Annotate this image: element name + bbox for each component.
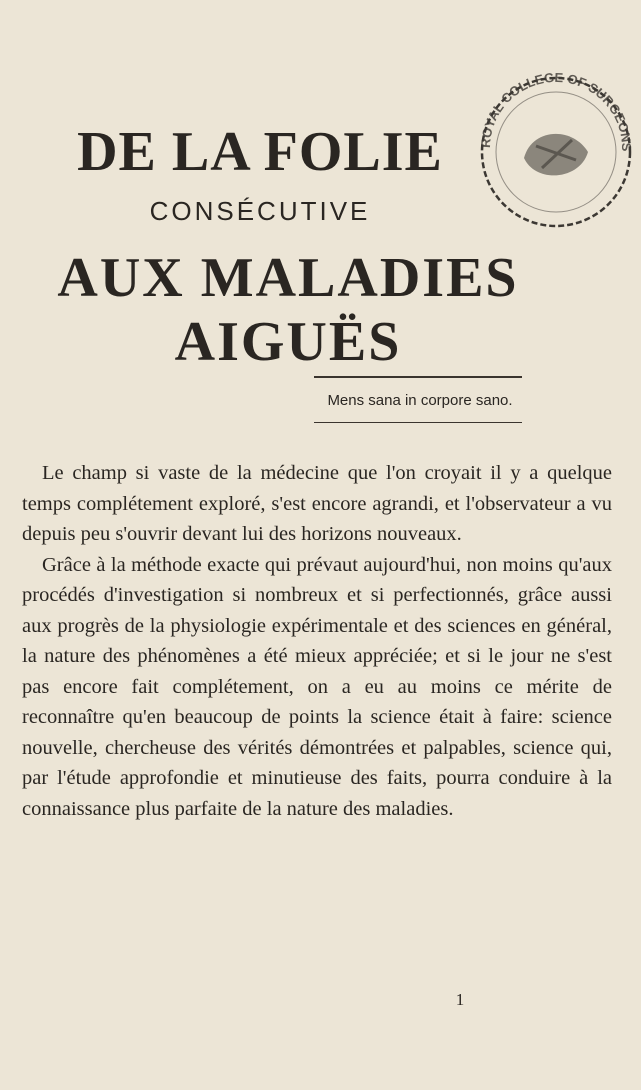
title-line-1: DE LA FOLIE — [77, 121, 443, 183]
paragraph-1: Le champ si vaste de la médecine que l'on croyait il y a quelque temps complétement exploré, s'est encore agrandi, et l'observateur a vu depuis peu s'ouvrir devant lui des horizons nouveaux. — [22, 462, 612, 545]
paragraph-2: Grâce à la méthode exacte qui prévaut aujourd'hui, non moins qu'aux procédés d'investigation si nombreux et si perfectionnés, grâce aussi aux progrès de la physiologie expérimentale et des sciences en général, la nature des phénomènes a été mieux appréciée; et si le jour ne s'est pas encore fait complétement, on a eu au moins ce mérite de reconnaître qu'en beaucoup de points la science était à faire: science nouvelle, chercheuse des vérités démontrées et palpables, science qui, par l'étude approfondie et minutieuse des faits, pourra conduire à la connaissance plus parfaite de la nature des maladies. — [22, 553, 612, 820]
title-line-3: AUX MALADIES AIGUËS — [57, 247, 519, 373]
divider-top — [314, 376, 522, 378]
divider-bottom — [314, 422, 522, 423]
title-line-2: CONSÉCUTIVE — [149, 196, 371, 226]
body-text — [22, 458, 612, 824]
library-stamp — [472, 48, 640, 228]
stamp-text: ROYAL COLLEGE OF SURGEONS — [477, 69, 635, 152]
page-number: 1 — [455, 990, 465, 1009]
motto: Mens sana in corpore sano. — [327, 392, 513, 409]
